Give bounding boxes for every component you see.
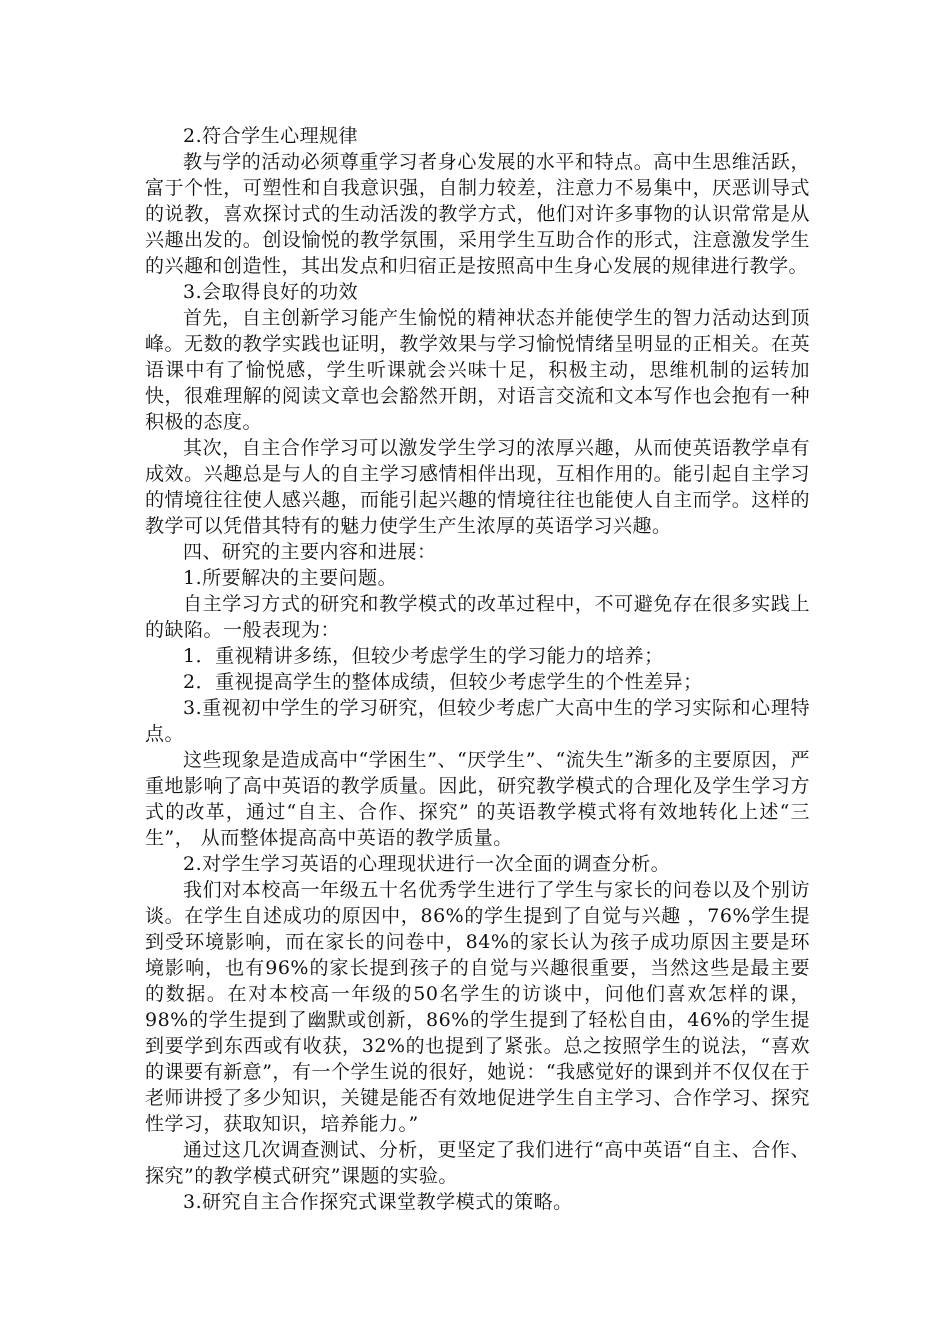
paragraph-survey: 我们对本校高一年级五十名优秀学生进行了学生与家长的问卷以及个别访谈。在学生自述成功的原因中，86%的学生提到了自觉与兴趣 ，76%学生提到受环境影响，而在家长的问卷中，84%的家长认为孩子成功原因主要是环境影响，也有96%的家长提到孩子的自觉与兴趣很重要，当然这些是最主要的数据。在对本校高一年级的50名学生的访谈中，问他们喜欢怎样的课，98%的学生提到了幽默或创新，86%的学生提到了轻松自由，46%的学生提到要学到东西或有收获，32%的也提到了紧张。总之按照学生的说法，“喜欢的课要有新意”，有一个学生说的很好，她说：“我感觉好的课到并不仅仅在于老师讲授了多少知识，关键是能否有效地促进学生自主学习、合作学习、探究性学习，获取知识，培养能力。”: [145, 879, 810, 1135]
paragraph-first: 首先，自主创新学习能产生愉悦的精神状态并能使学生的智力活动达到顶峰。无数的教学实践也证明，教学效果与学习愉悦情绪呈明显的正相关。在英语课中有了愉悦感，学生听课就会兴味十足，积极主动，思维机制的运转加快，很难理解的阅读文章也会豁然开朗，对语言交流和文本写作也会抱有一种积极的态度。: [145, 307, 810, 433]
subheading-survey: 2.对学生学习英语的心理现状进行一次全面的调查分析。: [183, 853, 671, 875]
paragraph-psychology: 教与学的活动必须尊重学习者身心发展的水平和特点。高中生思维活跃，富于个性，可塑性和自我意识强，自制力较差，注意力不易集中，厌恶训导式的说教，喜欢探讨式的生动活泼的教学方式，他们对许多事物的认识常常是从兴趣出发的。创设愉悦的教学氛围，采用学生互助合作的形式，注意激发学生的兴趣和创造性，其出发点和归宿正是按照高中生身心发展的规律进行教学。: [145, 151, 810, 277]
list-item-2: 2．重视提高学生的整体成绩，但较少考虑学生的个性差异；: [183, 671, 703, 693]
section-heading-research: 四、研究的主要内容和进展：: [183, 541, 437, 563]
subheading-psychology: 2.符合学生心理规律: [183, 125, 359, 147]
paragraph-conclusion: 通过这几次调查测试、分析，更坚定了我们进行“高中英语“自主、合作、探究”的教学模式研究”课题的实验。: [145, 1139, 810, 1187]
paragraph-second: 其次，自主合作学习可以激发学生学习的浓厚兴趣，从而使英语教学卓有成效。兴趣总是与人的自主学习感情相伴出现，互相作用的。能引起自主学习的情境往往使人感兴趣，而能引起兴趣的情境往往也能使人自主而学。这样的教学可以凭借其特有的魅力使学生产生浓厚的英语学习兴趣。: [145, 437, 810, 537]
subheading-effect: 3.会取得良好的功效: [183, 281, 359, 303]
list-item-1: 1．重视精讲多练，但较少考虑学生的学习能力的培养；: [183, 645, 664, 667]
subheading-strategy: 3.研究自主合作探究式课堂教学模式的策略。: [183, 1191, 573, 1213]
subheading-problems: 1.所要解决的主要问题。: [183, 567, 398, 589]
document-body: [145, 123, 810, 1215]
paragraph-phenomena: 这些现象是造成高中“学困生”、“厌学生”、“流失生”渐多的主要原因，严重地影响了高中英语的教学质量。因此，研究教学模式的合理化及学生学习方式的改革，通过“自主、合作、探究” 的英语教学模式将有效地转化上述“三生”， 从而整体提高高中英语的教学质量。: [145, 749, 810, 849]
list-item-3: 3.重视初中学生的学习研究，但较少考虑广大高中生的学习实际和心理特点。: [145, 697, 810, 745]
paragraph-problems-intro: 自主学习方式的研究和教学模式的改革过程中，不可避免存在很多实践上的缺陷。一般表现为：: [145, 593, 810, 641]
